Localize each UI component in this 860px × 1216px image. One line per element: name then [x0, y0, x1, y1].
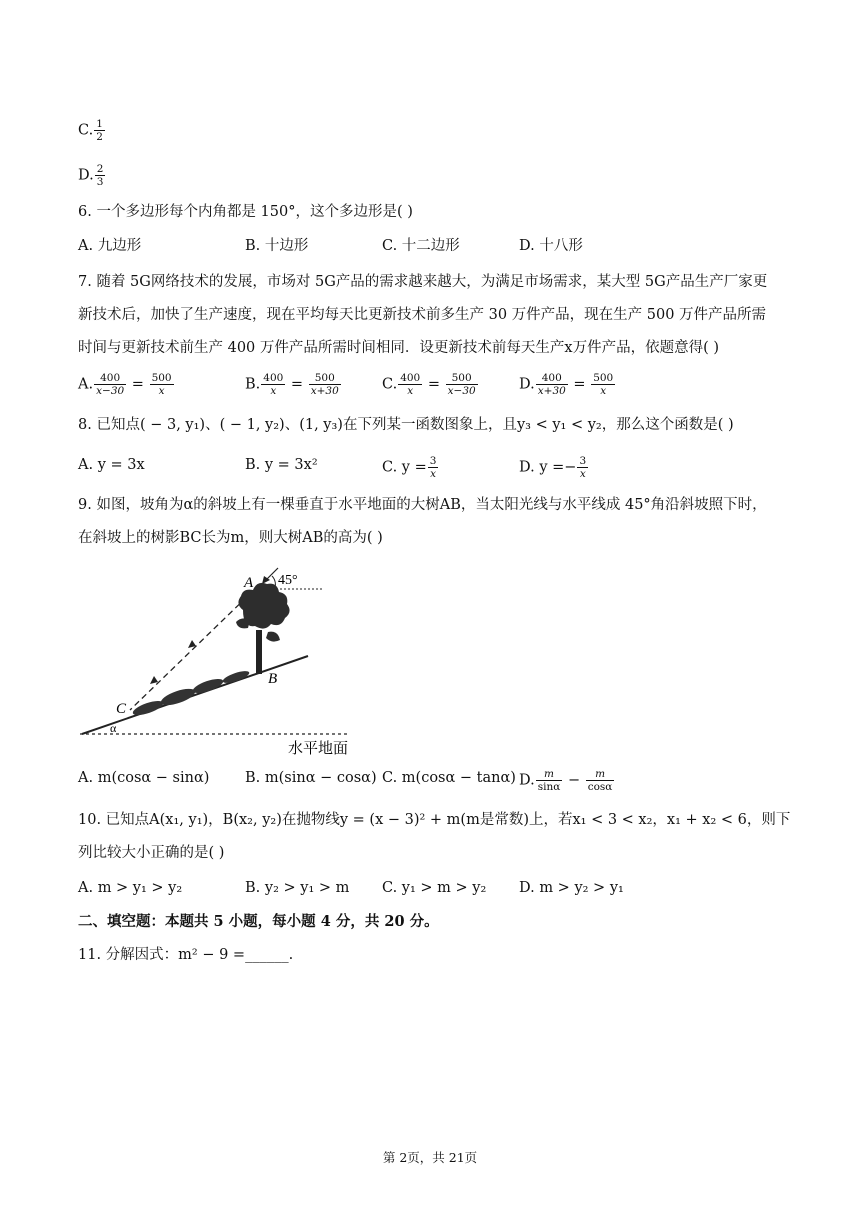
label-c: C — [116, 701, 127, 717]
slope-tree-figure — [78, 560, 378, 760]
fraction: $\frac{2}{3}$ — [96, 163, 104, 188]
section-heading: 二、填空题：本题共 5 小题，每小题 4 分，共 20 分。 — [78, 913, 439, 930]
q10-line-2: 列比较大小正确的是( ) — [78, 845, 225, 861]
q9-option-b: B. m(sinα − cosα) — [245, 770, 377, 786]
q8-stem: 8. 已知点( − 3, y₁)、( − 1, y₂)、(1, y₃)在下列某一函数图象上，且y₃ < y₁ < y₂，那么这个函数是( ) — [78, 417, 734, 433]
q5-option-c: C. $\frac{1}{2}$ — [78, 118, 103, 143]
q8-option-b: B. y = 3x² — [245, 457, 318, 473]
q9-line-2: 在斜坡上的树影BC长为m，则大树AB的高为( ) — [78, 530, 383, 546]
q7-option-c: C. $\frac{400}{x}$ = $\frac{500}{x-30}$ — [382, 372, 476, 397]
q5-option-d: D. $\frac{2}{3}$ — [78, 163, 104, 188]
q9-option-c: C. m(cosα − tanα) — [382, 770, 516, 786]
q7-option-d: D. $\frac{400}{x+30}$ = $\frac{500}{x}$ — [519, 372, 614, 397]
q9-option-d: D. $\frac{m}{\sin\alpha}$ − $\frac{m}{\cos\alpha}$ — [519, 768, 613, 793]
q10-option-c: C. y₁ > m > y₂ — [382, 880, 487, 896]
q6-option-a: A. 九边形 — [78, 238, 142, 254]
q9-option-a: A. m(cosα − sinα) — [78, 770, 210, 786]
q6-option-c: C. 十二边形 — [382, 238, 460, 254]
label-a: A — [244, 575, 254, 591]
q6-stem: 6. 一个多边形每个内角都是 150°，这个多边形是( ) — [78, 204, 413, 220]
ray-arrow — [150, 676, 158, 684]
q10-option-d: D. m > y₂ > y₁ — [519, 880, 624, 896]
shadow-shrubs — [131, 669, 250, 718]
q6-option-b: B. 十边形 — [245, 238, 309, 254]
q6-option-d: D. 十八形 — [519, 238, 583, 254]
label-angle: 45° — [278, 573, 298, 588]
q8-option-a: A. y = 3x — [78, 457, 145, 473]
q7-line-2: 新技术后，加快了生产速度，现在平均每天比更新技术前多生产 30 万件产品，现在生产 500 万件产品所需 — [78, 307, 767, 323]
q7-line-1: 7. 随着 5G网络技术的发展，市场对 5G产品的需求越来越大，为满足市场需求，某大型 5G产品生产厂家更 — [78, 274, 768, 290]
q9-line-1: 9. 如图，坡角为α的斜坡上有一棵垂直于水平地面的大树AB，当太阳光线与水平线成 45°角沿斜坡照下时， — [78, 497, 767, 513]
q10-line-1: 10. 已知点A(x₁, y₁)，B(x₂, y₂)在抛物线y = (x − 3)² + m(m是常数)上，若x₁ < 3 < x₂，x₁ + x₂ < 6，则下 — [78, 812, 791, 828]
label-alpha: α — [110, 721, 117, 735]
q10-option-a: A. m > y₁ > y₂ — [78, 880, 183, 896]
q11-stem: 11. 分解因式：m² − 9 =______. — [78, 947, 294, 963]
ground-label: 水平地面 — [288, 741, 349, 757]
q7-option-a: A. $\frac{400}{x-30}$ = $\frac{500}{x}$ — [78, 372, 172, 397]
q8-option-d: D. y =− $\frac{3}{x}$ — [519, 455, 587, 480]
q10-option-b: B. y₂ > y₁ > m — [245, 880, 350, 896]
q7-line-3: 时间与更新技术前生产 400 万件产品所需时间相同．设更新技术前每天生产x万件产品，依题意得( ) — [78, 340, 719, 356]
q7-option-b: B. $\frac{400}{x}$ = $\frac{500}{x+30}$ — [245, 372, 339, 397]
fraction: $\frac{1}{2}$ — [96, 118, 103, 143]
label-b: B — [268, 671, 278, 687]
q8-option-c: C. y = $\frac{3}{x}$ — [382, 455, 437, 480]
tree-icon — [236, 583, 290, 674]
page-footer: 第 2页，共 21页 — [382, 1150, 478, 1165]
